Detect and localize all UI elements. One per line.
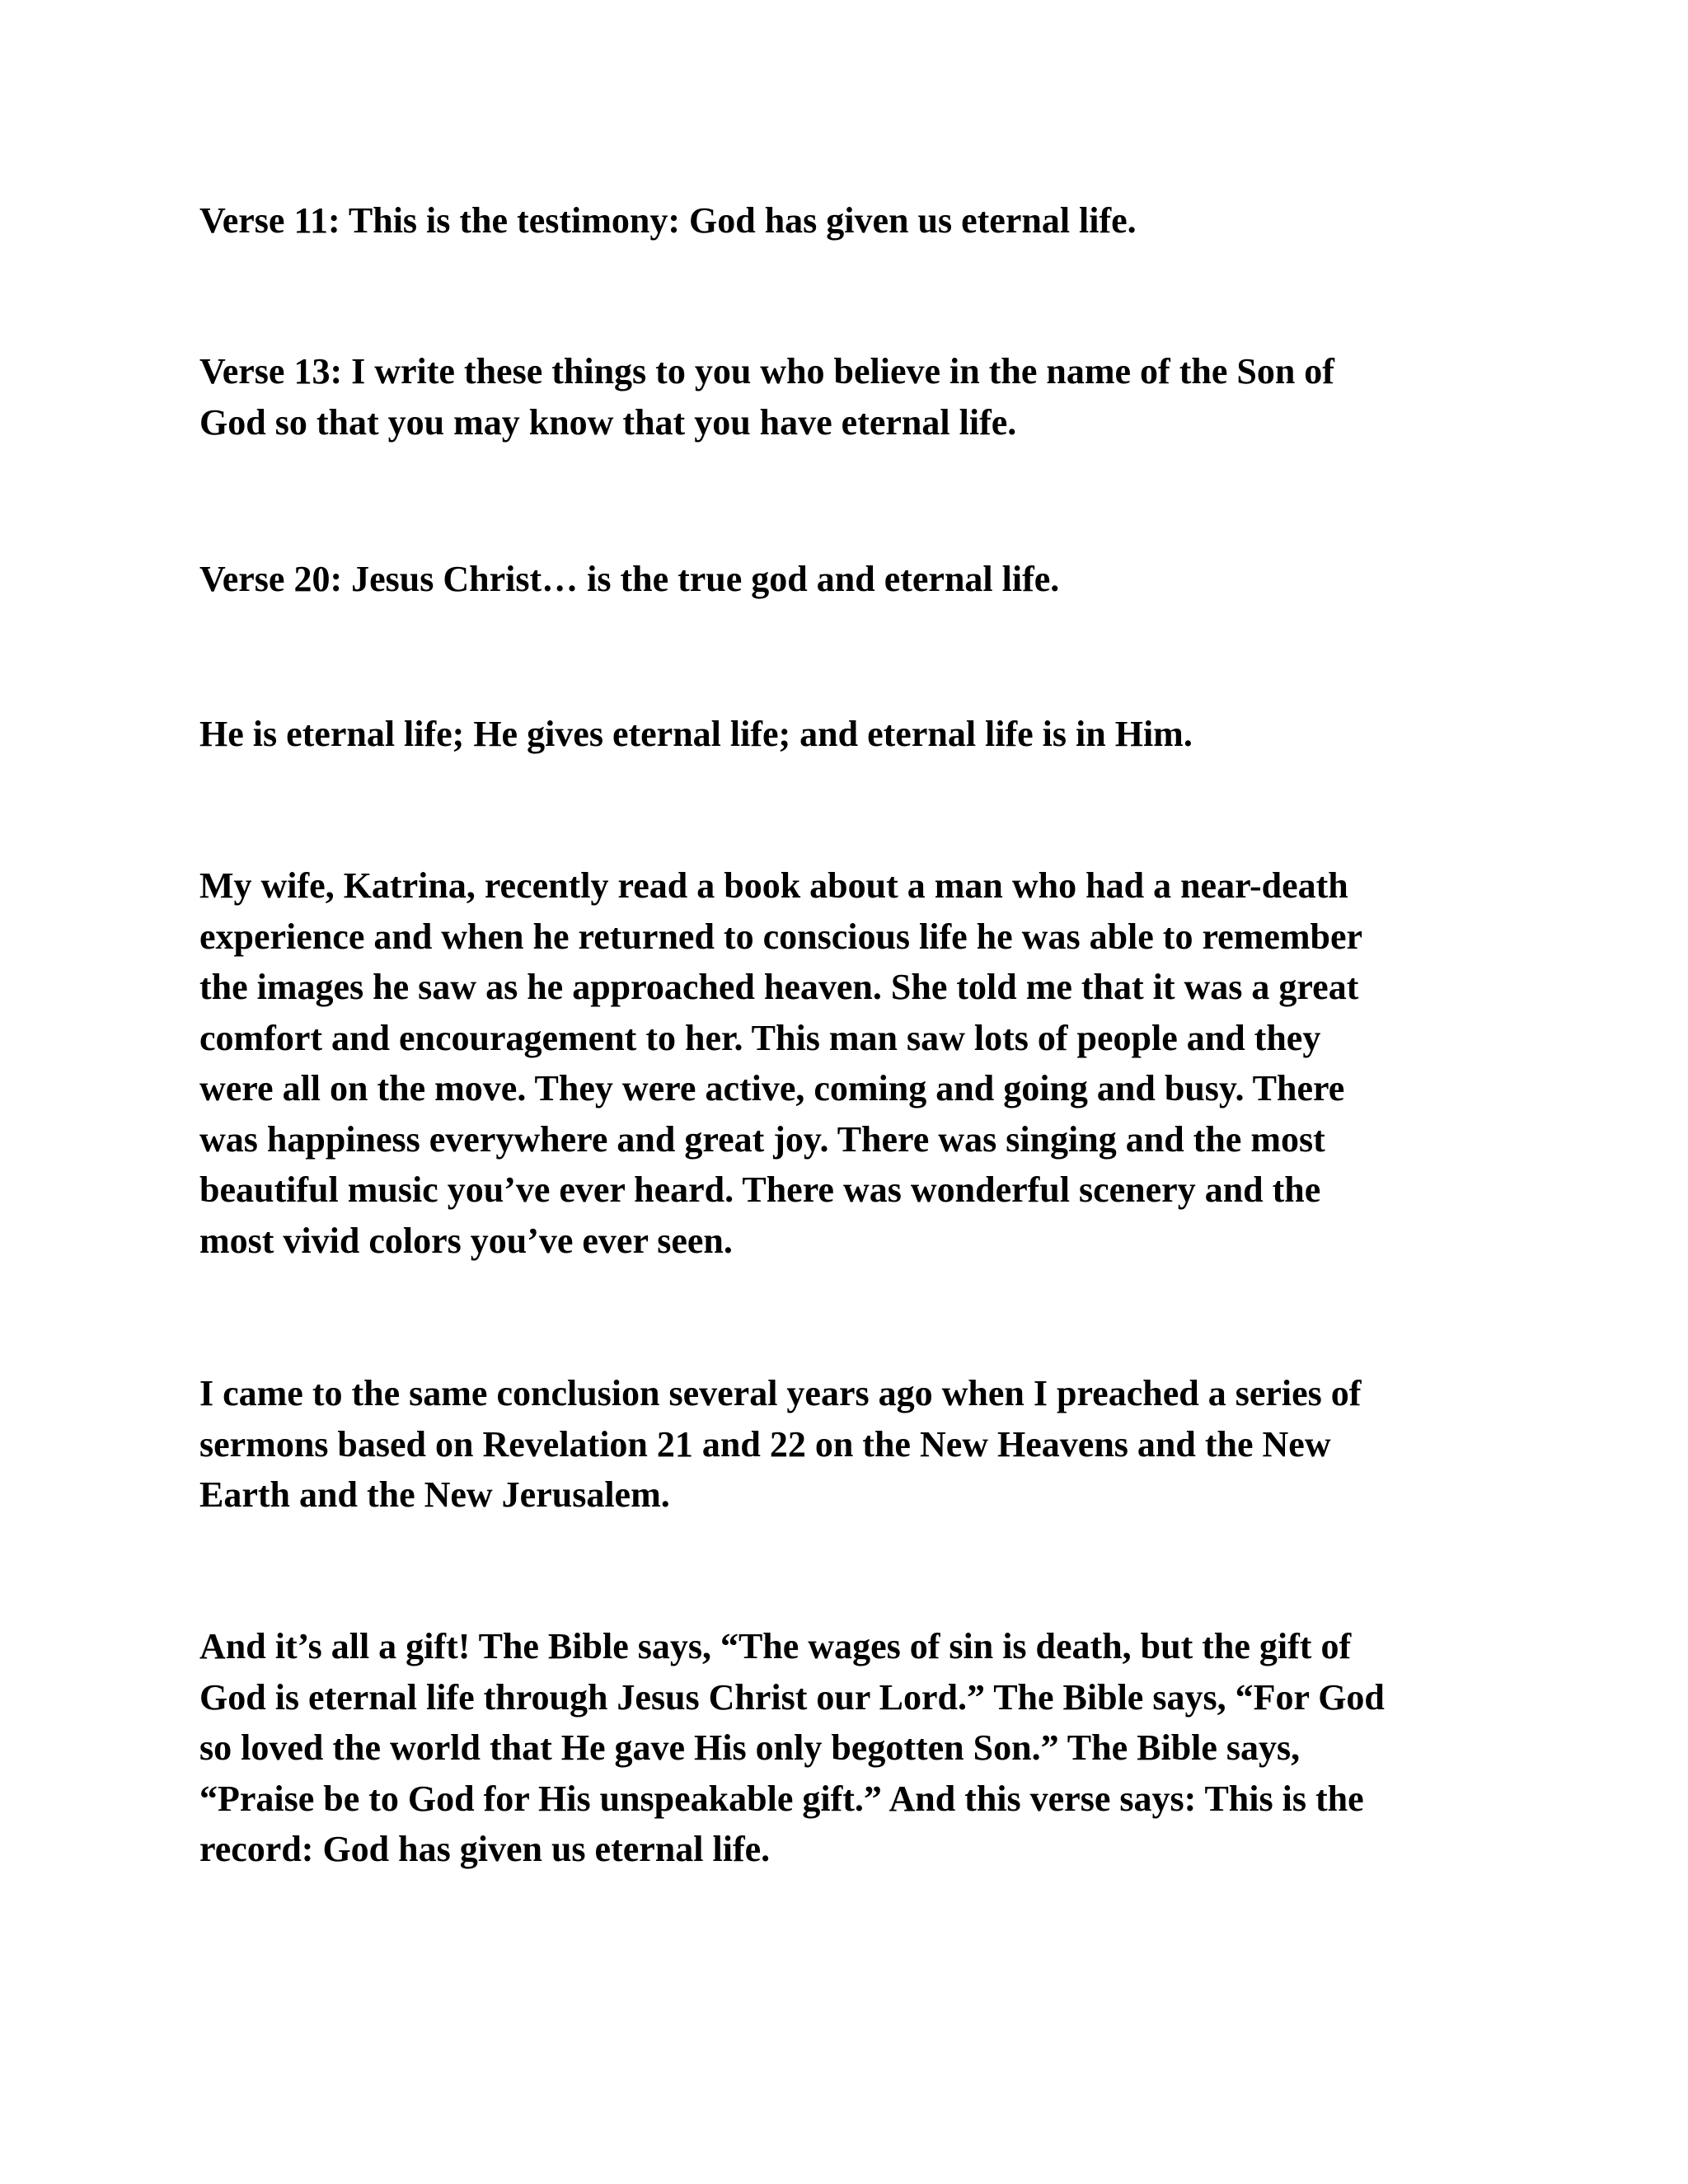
paragraph-eternal-life-summary: He is eternal life; He gives eternal life; and eternal life is in Him. [199, 714, 1193, 754]
paragraph-verse-11: Verse 11: This is the testimony: God has given us eternal life. [199, 200, 1137, 241]
paragraph-verse-20: Verse 20: Jesus Christ… is the true god and eternal life. [199, 559, 1060, 599]
paragraph-gift: And it’s all a gift! The Bible says, “The wages of sin is death, but the gift of God is eternal life through Jesus Christ our Lord.” The Bible says, “For God so loved the world that He gave His only begotten Son.” The Bible says, “Praise be to God for His unspeakable gift.” And this verse says: This is the record: God has given us eternal life. [199, 1626, 1385, 1869]
paragraph-near-death-story: My wife, Katrina, recently read a book about a man who had a near-death experience and when he returned to conscious life he was able to remember the images he saw as he approached heaven. She told me that it was a great comfort and encouragement to her. This man saw lots of people and they were all on the move. They were active, coming and going and busy. There was happiness everywhere and great joy. There was singing and the most beautiful music you’ve ever heard. There was wonderful scenery and the most vivid colors you’ve ever seen. [199, 865, 1363, 1261]
paragraph-verse-13: Verse 13: I write these things to you who believe in the name of the Son of God so that you may know that you have eternal life. [199, 351, 1334, 443]
paragraph-same-conclusion: I came to the same conclusion several years ago when I preached a series of sermons based on Revelation 21 and 22 on the New Heavens and the New Earth and the New Jerusalem. [199, 1373, 1362, 1515]
